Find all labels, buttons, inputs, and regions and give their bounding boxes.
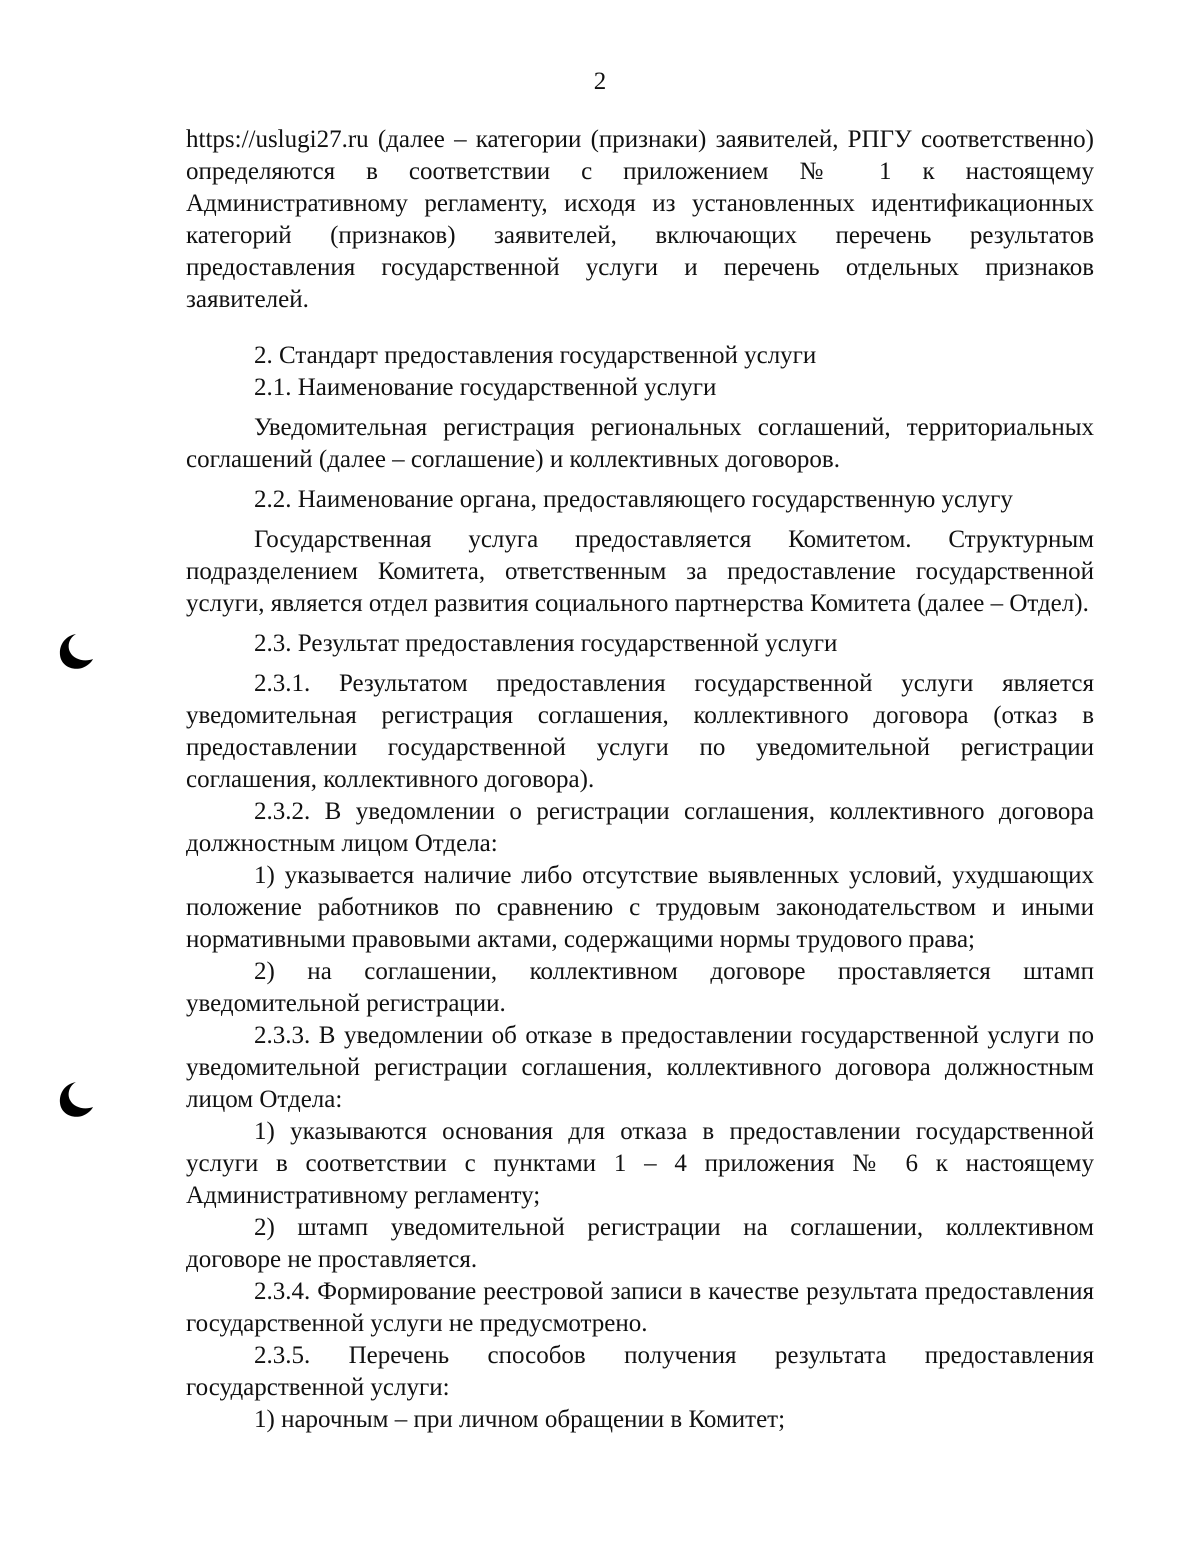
document-body bbox=[186, 124, 1094, 1436]
paragraph-2-3-4: 2.3.4. Формирование реестровой записи в качестве результата предоставления государственной услуги не предусмотрено. bbox=[186, 1278, 1094, 1337]
heading-2-1-service-name: 2.1. Наименование государственной услуги bbox=[254, 374, 717, 401]
heading-2-2-authority: 2.2. Наименование органа, предоставляющего государственную услугу bbox=[254, 486, 1013, 513]
paragraph-2-3-5: 2.3.5. Перечень способов получения результата предоставления государственной услуги: bbox=[186, 1342, 1094, 1401]
list-item-2-3-5-1: 1) нарочным – при личном обращении в Комитет; bbox=[254, 1406, 786, 1433]
list-item-2-3-3-1: 1) указываются основания для отказа в предоставлении государственной услуги в соответствии с пунктами 1 – 4 приложения № 6 к настоящему Административному регламенту; bbox=[186, 1118, 1094, 1209]
heading-2-3-result: 2.3. Результат предоставления государственной услуги bbox=[254, 630, 838, 657]
paragraph-service-name: Уведомительная регистрация региональных соглашений, территориальных соглашений (далее – соглашение) и коллективных договоров. bbox=[186, 414, 1094, 473]
page-number: 2 bbox=[593, 68, 607, 95]
paragraph-2-3-1: 2.3.1. Результатом предоставления государственной услуги является уведомительная регистрация соглашения, коллективного договора (отказ в предоставлении государственной услуги по уведомительной регистрации соглашения, коллективного договора). bbox=[186, 670, 1094, 793]
list-item-2-3-2-1: 1) указывается наличие либо отсутствие выявленных условий, ухудшающих положение работников по сравнению с трудовым законодательством и иными нормативными правовыми актами, содержащими нормы трудового права; bbox=[186, 862, 1094, 953]
list-item-2-3-3-2: 2) штамп уведомительной регистрации на соглашении, коллективном договоре не проставляется. bbox=[186, 1214, 1094, 1273]
paragraph-2-3-2: 2.3.2. В уведомлении о регистрации соглашения, коллективного договора должностным лицом Отдела: bbox=[186, 798, 1094, 857]
paragraph-authority: Государственная услуга предоставляется Комитетом. Структурным подразделением Комитета, ответственным за предоставление государственной услуги, является отдел развития социального партнерства Комитета (далее – Отдел). bbox=[186, 526, 1094, 617]
paragraph-applicant-categories: https://uslugi27.ru (далее – категории (признаки) заявителей, РПГУ соответственно) определяются в соответствии с приложением № 1 к настоящему Административному регламенту, исходя из установленных идентификационных категорий (признаков) заявителей, включающих перечень результатов предоставления государственной услуги и перечень отдельных признаков заявителей. bbox=[186, 126, 1094, 313]
punch-hole-mark bbox=[54, 1079, 96, 1121]
paragraph-2-3-3: 2.3.3. В уведомлении об отказе в предоставлении государственной услуги по уведомительной регистрации соглашения, коллективного договора должностным лицом Отдела: bbox=[186, 1022, 1094, 1113]
punch-hole-mark bbox=[54, 631, 96, 673]
section-heading-standard: 2. Стандарт предоставления государственной услуги bbox=[254, 342, 817, 369]
list-item-2-3-2-2: 2) на соглашении, коллективном договоре проставляется штамп уведомительной регистрации. bbox=[186, 958, 1094, 1017]
